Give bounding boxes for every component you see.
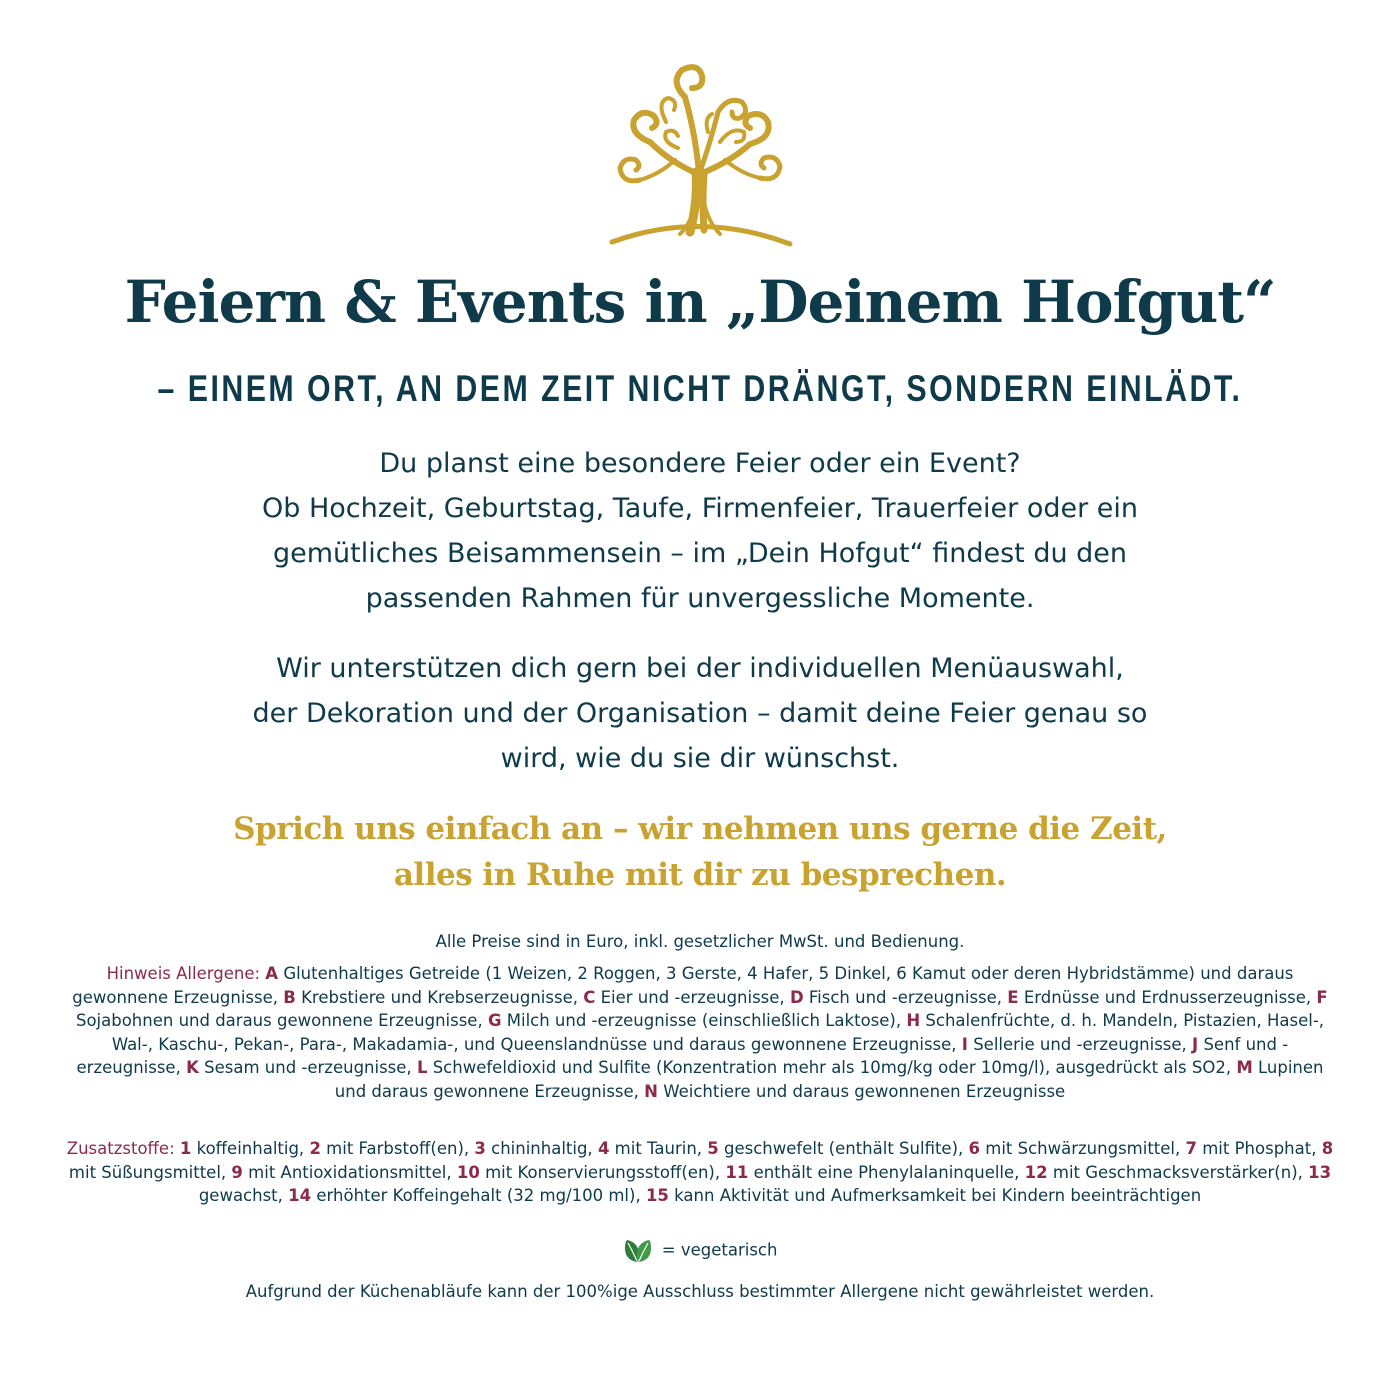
allergen-item: I Sellerie und -erzeugnisse, [961,1034,1187,1054]
support-paragraph [150,646,1250,781]
tree-logo-icon [600,62,800,252]
cta-line: Sprich uns einfach an – wir nehmen uns gerne die Zeit, [233,811,1167,847]
additive-item: 6 mit Schwärzungsmittel, [968,1139,1181,1158]
support-line: wird, wie du sie dir wünschst. [500,743,900,774]
additive-item: 9 mit Antioxidationsmittel, [231,1162,452,1182]
allergen-item: A Glutenhaltiges Getreide (1 Weizen, 2 Roggen, 3 Gerste, 4 Hafer, 5 Dinkel, 6 Kamut oder deren Hybridstämme) und daraus gewonnene Erzeugnisse, [72,964,1294,1007]
allergen-item: L Schwefeldioxid und Sulfite (Konzentration mehr als 10mg/kg oder 10mg/l), ausgedrückt als SO2, [416,1058,1232,1077]
allergen-item: H Schalenfrüchte, d. h. Mandeln, Pistazien, Hasel-, Wal-, Kaschu-, Pekan-, Para-, Makadamia-, und Queenslandnüsse und daraus gewonnene Erzeugnisse, [111,1011,1325,1054]
page-title: Feiern & Events in „Deinem Hofgut“ [124,268,1276,336]
allergen-item: G Milch und -erzeugnisse (einschließlich Laktose), [487,1011,902,1030]
additive-item: 4 mit Taurin, [597,1139,703,1158]
additives-label: Zusatzstoffe: [66,1139,175,1158]
allergen-item: C Eier und -erzeugnisse, [583,987,785,1007]
intro-paragraph [150,441,1250,621]
leaf-icon [623,1238,653,1264]
allergen-item: J Senf und -erzeugnisse, [76,1034,1289,1077]
intro-line: Du planst eine besondere Feier oder ein Event? [379,448,1021,479]
intro-line: Ob Hochzeit, Geburtstag, Taufe, Firmenfeier, Trauerfeier oder ein [261,493,1139,524]
additive-item: 2 mit Farbstoff(en), [309,1139,470,1158]
additives-note [60,1137,1340,1208]
intro-line: passenden Rahmen für unvergessliche Momente. [365,583,1035,614]
cta-line: alles in Ruhe mit dir zu besprechen. [393,857,1007,893]
additive-item: 15 kann Aktivität und Aufmerksamkeit bei Kindern beeinträchtigen [645,1186,1202,1205]
page-subtitle: – EINEM ORT, AN DEM ZEIT NICHT DRÄNGT, SONDERN EINLÄDT. [157,368,1243,409]
allergen-item: E Erdnüsse und Erdnusserzeugnisse, [1007,987,1312,1007]
vegetarian-label: = vegetarisch [661,1240,778,1260]
allergen-item: M Lupinen und daraus gewonnene Erzeugnisse, [334,1058,1324,1101]
additive-item: 3 chininhaltig, [474,1139,593,1158]
call-to-action [150,806,1250,898]
disclaimer: Aufgrund der Küchenabläufe kann der 100%ige Ausschluss bestimmter Allergene nicht gewährleistet werden. [245,1282,1155,1301]
allergen-item: F Sojabohnen und daraus gewonnene Erzeugnisse, [75,987,1328,1030]
additive-item: 11 enthält eine Phenylalaninquelle, [725,1162,1020,1182]
additive-item: 12 mit Geschmacksverstärker(n), [1024,1162,1303,1182]
support-line: Wir unterstützen dich gern bei der individuellen Menüauswahl, [276,653,1124,684]
allergen-item: K Sesam und -erzeugnisse, [186,1058,412,1077]
additive-item: 13 gewachst, [198,1162,1332,1205]
vegetarian-legend [0,1238,1400,1264]
additive-item: 5 geschwefelt (enthält Sulfite), [707,1139,964,1158]
additive-item: 7 mit Phosphat, [1185,1139,1317,1158]
intro-line: gemütliches Beisammensein – im „Dein Hofgut“ findest du den [272,538,1128,569]
additive-item: 14 erhöhter Koffeingehalt (32 mg/100 ml), [288,1186,641,1205]
allergens-label: Hinweis Allergene: [106,964,261,983]
allergen-item: N Weichtiere und daraus gewonnenen Erzeugnisse [644,1081,1066,1101]
prices-note: Alle Preise sind in Euro, inkl. gesetzlicher MwSt. und Bedienung. [435,932,965,951]
additive-item: 1 koffeinhaltig, [179,1139,305,1158]
allergen-item: D Fisch und -erzeugnisse, [789,987,1003,1007]
additive-item: 10 mit Konservierungsstoff(en), [456,1162,721,1182]
support-line: der Dekoration und der Organisation – damit deine Feier genau so [252,698,1148,729]
allergens-note [60,962,1340,1103]
additive-item: 8 mit Süßungsmittel, [68,1139,1334,1182]
allergen-item: B Krebstiere und Krebserzeugnisse, [283,987,578,1007]
